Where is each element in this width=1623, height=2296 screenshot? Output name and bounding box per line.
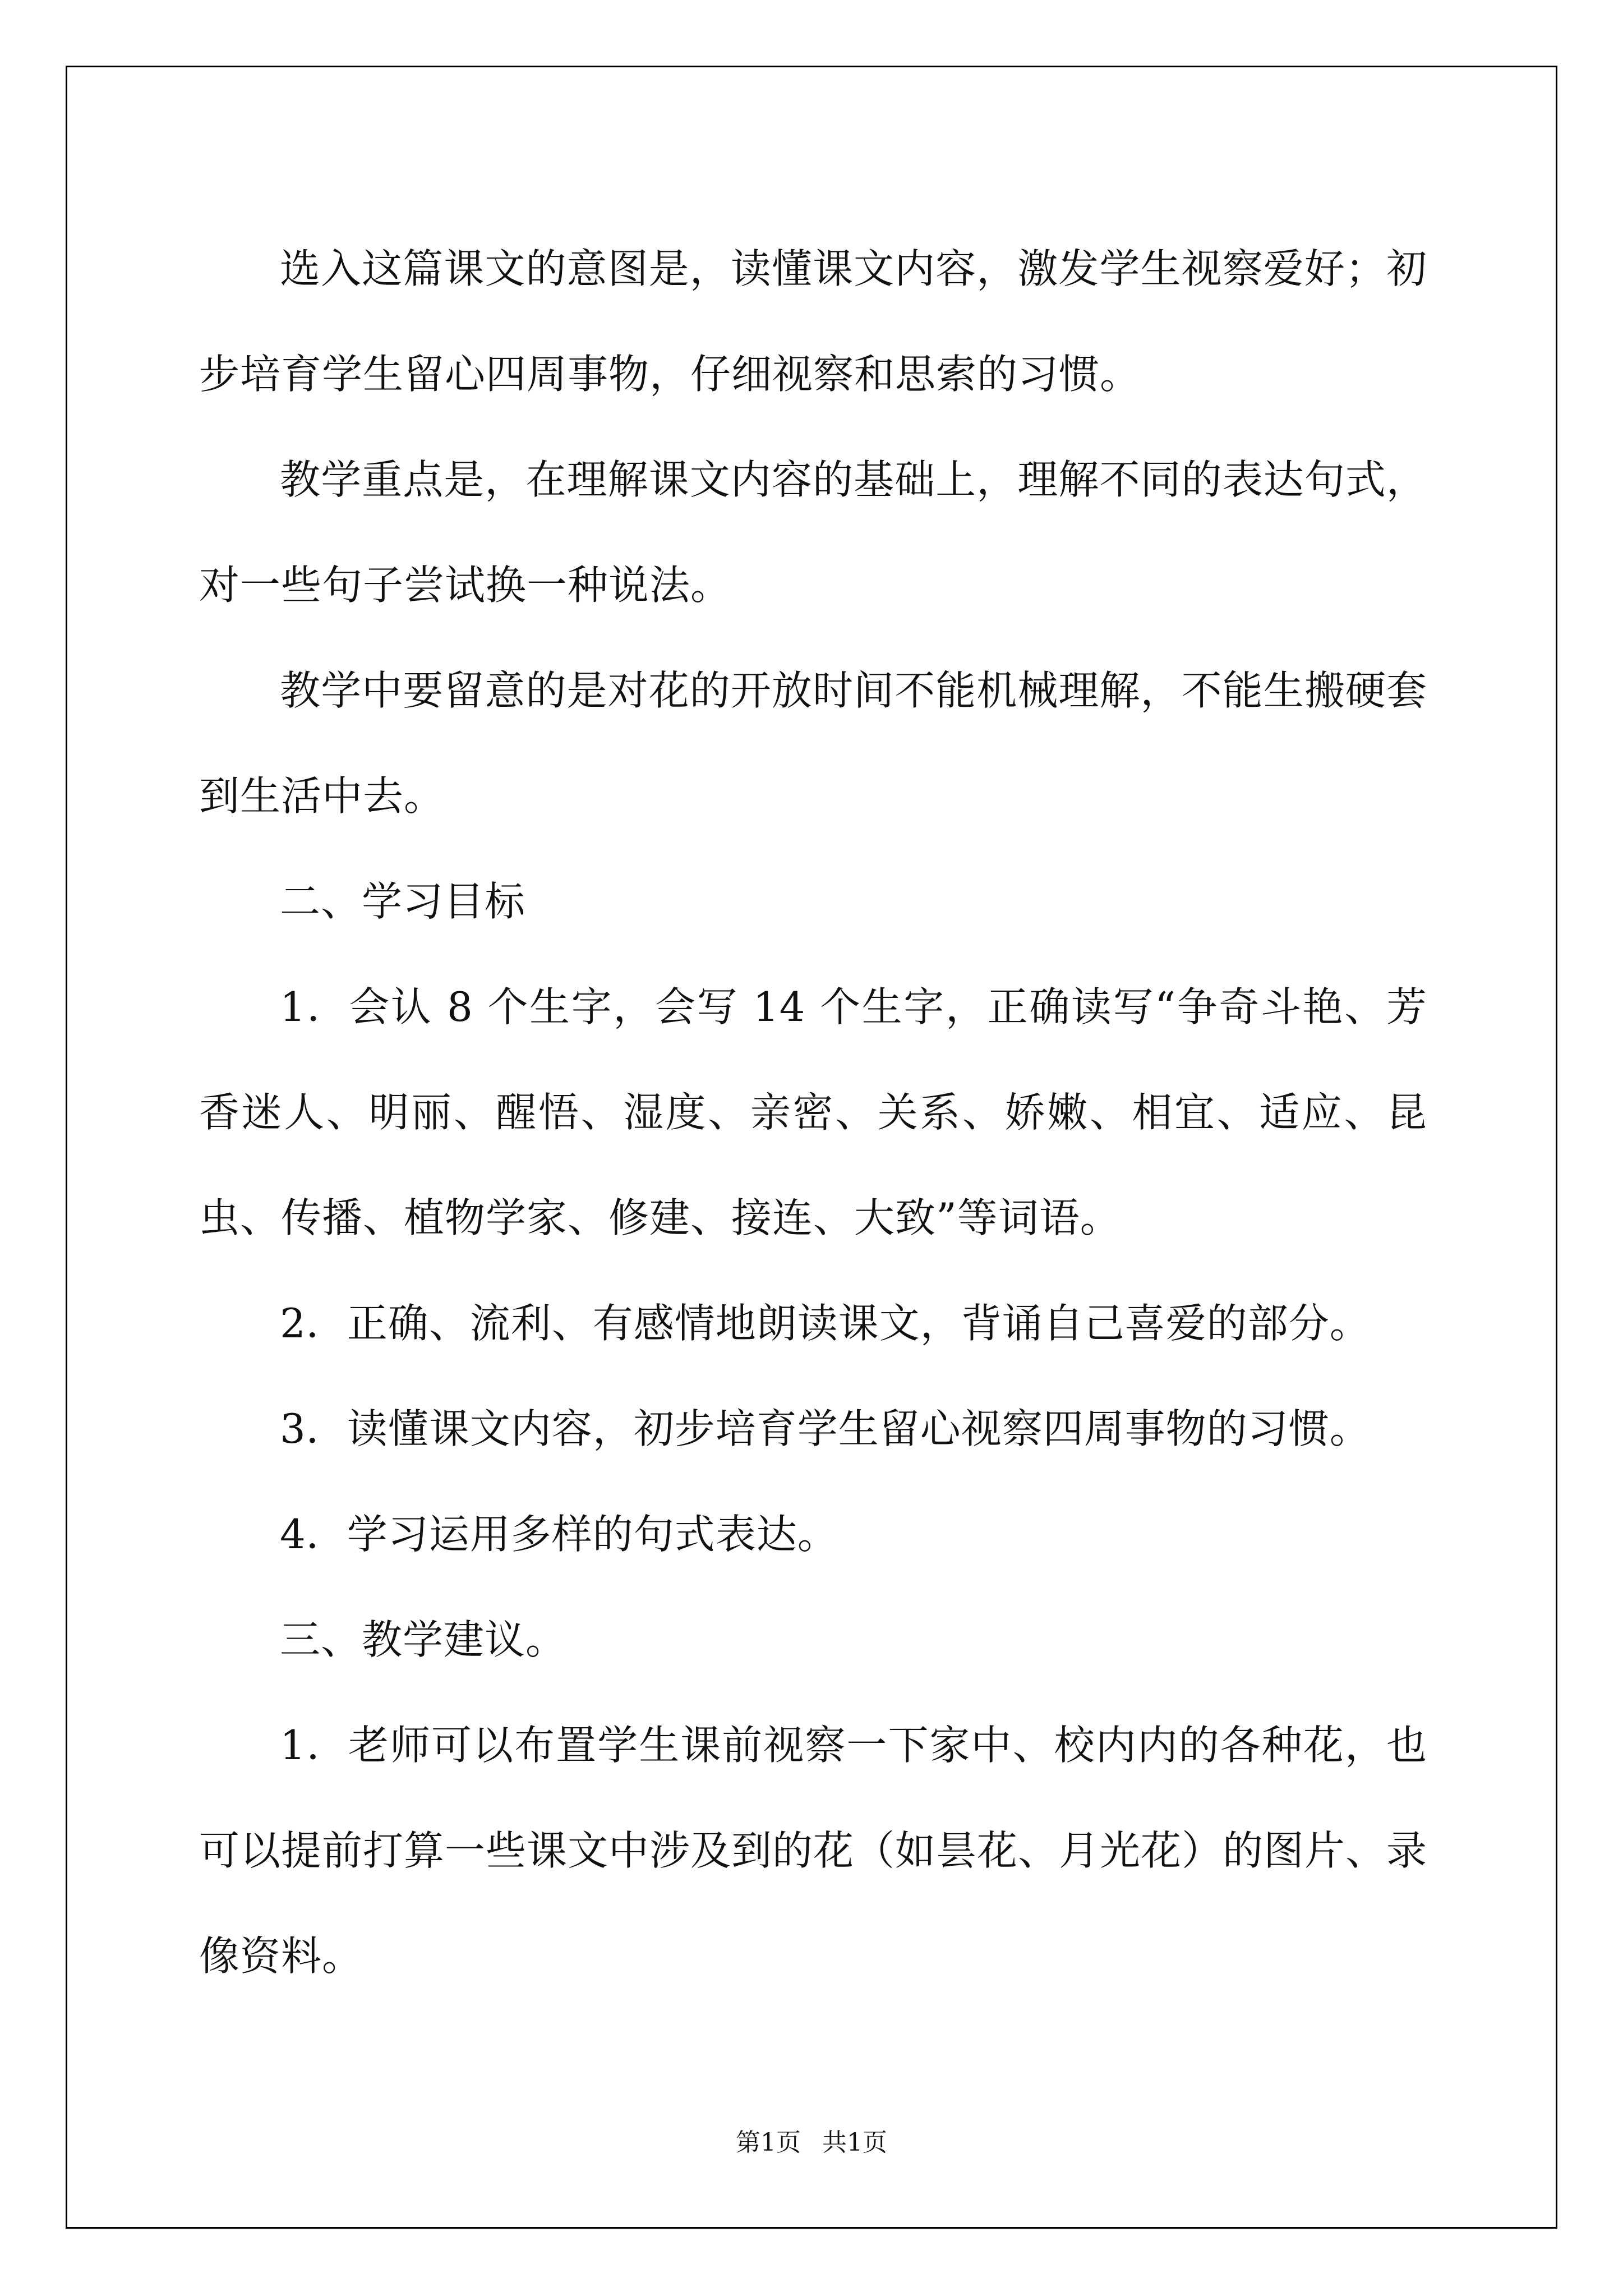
- goal-item-1: 1．会认 8 个生字，会写 14 个生字，正确读写“争奇斗艳、芳香迷人、明丽、醒悟、湿度、亲密、关系、娇嫩、相宜、适应、昆虫、传播、植物学家、修建、接连、大致”等词语。: [199, 983, 1427, 1241]
- goal-item-3: 3．读懂课文内容，初步培育学生留心视察四周事物的习惯。: [280, 1405, 1371, 1452]
- page-number: 第1页: [736, 2128, 801, 2157]
- paragraph-intent: 选入这篇课文的意图是，读懂课文内容，激发学生视察爱好；初步培育学生留心四周事物，仔细视察和思索的习惯。: [199, 245, 1427, 398]
- section-heading-goals: 二、学习目标: [280, 878, 526, 925]
- page-footer: [0, 2126, 1623, 2160]
- goal-item-4: 4．学习运用多样的句式表达。: [280, 1511, 838, 1558]
- section-heading-suggestions: 三、教学建议。: [280, 1616, 567, 1663]
- page-total: 共1页: [822, 2128, 887, 2157]
- paragraph-key-point: 教学重点是，在理解课文内容的基础上，理解不同的表达句式，对一些句子尝试换一种说法。: [199, 456, 1427, 609]
- goal-item-2: 2．正确、流利、有感情地朗读课文，背诵自己喜爱的部分。: [280, 1300, 1371, 1347]
- document-body: [199, 216, 1427, 2009]
- suggestion-item-1: 1．老师可以布置学生课前视察一下家中、校内内的各种花，也可以提前打算一些课文中涉及到的花（如昙花、月光花）的图片、录像资料。: [199, 1722, 1428, 1980]
- paragraph-caution: 教学中要留意的是对花的开放时间不能机械理解，不能生搬硬套到生活中去。: [199, 667, 1427, 820]
